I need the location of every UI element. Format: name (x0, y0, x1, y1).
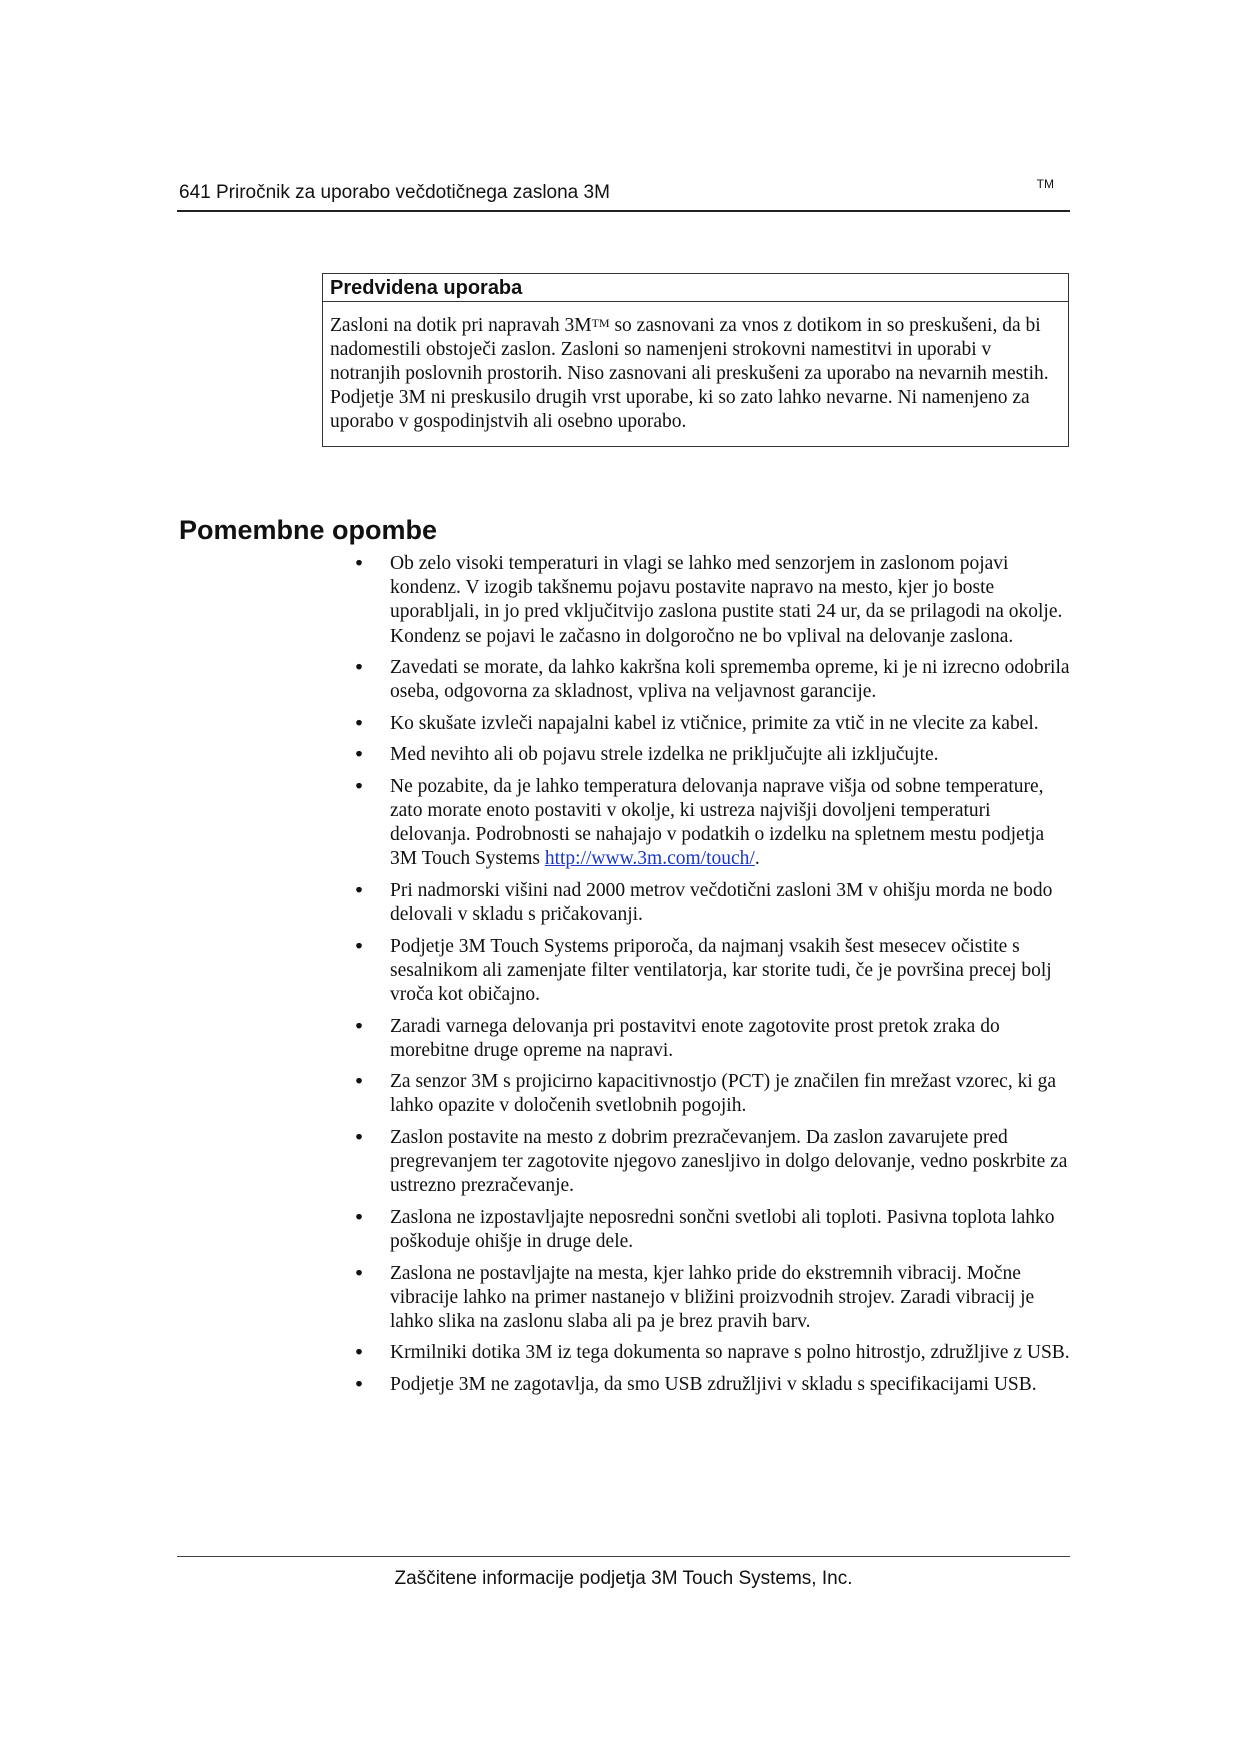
list-item-text: Za senzor 3M s projicirno kapacitivnostjo (PCT) je značilen fin mrežast vzorec, ki ga lahko opazite v določenih svetlobnih pogojih. (390, 1071, 1057, 1117)
list-item (352, 935, 1072, 1008)
list-item-text: Krmilniki dotika 3M iz tega dokumenta so naprave s polno hitrostjo, združljive z USB. (390, 1342, 1070, 1364)
bullet-icon: • (353, 1125, 365, 1149)
bullet-icon: • (353, 1070, 365, 1094)
list-item-text: Podjetje 3M ne zagotavlja, da smo USB združljivi v skladu s specifikacijami USB. (390, 1373, 1037, 1395)
intended-use-tm: TM (591, 316, 610, 330)
bullet-icon: • (353, 774, 365, 798)
list-item-text: Zavedati se morate, da lahko kakršna koli sprememba opreme, ki je ni izrecno odobrila oseba, odgovorna za skladnost, vpliva na veljavnost garancije. (390, 657, 1070, 703)
bullet-icon: • (353, 656, 365, 680)
list-item-text: Ob zelo visoki temperaturi in vlagi se lahko med senzorjem in zaslonom pojavi kondenz. V izogib takšnemu pojavu postavite napravo na mesto, kjer jo boste uporabljali, in jo pred vključitvijo zaslona pustite stati 24 ur, da se prilagodi na okolje. Kondenz se pojavi le začasno in dolgoročno ne bo vplival na delovanje zaslona. (390, 553, 1063, 647)
intended-use-title: Predvidena uporaba (323, 274, 1068, 302)
page-header-title: 641 Priročnik za uporabo večdotičnega zaslona 3M (179, 182, 610, 203)
list-item-text: Ko skušate izvleči napajalni kabel iz vtičnice, primite za vtič in ne vlecite za kabel. (390, 712, 1039, 734)
page-header (177, 177, 1070, 212)
list-item-text: Zaradi varnega delovanja pri postavitvi enote zagotovite prost pretok zraka do morebitne druge opreme na napravi. (390, 1015, 1000, 1061)
page-footer (177, 1556, 1070, 1590)
list-item-text: Ne pozabite, da je lahko temperatura delovanja naprave višja od sobne temperature, zato morate enoto postaviti v okolje, ki ustreza najvišji dovoljeni temperaturi delovanja. Podrobnosti se nahajajo v podatkih o izdelku na spletnem mestu podjetja 3M Touch Systems (390, 775, 1045, 870)
bullet-icon: • (353, 934, 365, 958)
list-item (352, 743, 1072, 767)
intended-use-box (322, 273, 1069, 447)
list-item (352, 1015, 1072, 1063)
list-item (352, 656, 1072, 704)
bullet-icon: • (353, 711, 365, 735)
list-item (352, 1206, 1072, 1254)
list-item (352, 712, 1072, 736)
list-item (352, 1373, 1072, 1397)
list-item (352, 775, 1072, 872)
bullet-icon: • (353, 1341, 365, 1365)
list-item-text-end: . (754, 848, 760, 870)
bullet-icon: • (353, 1014, 365, 1038)
page-footer-text: Zaščitene informacije podjetja 3M Touch Systems, Inc. (394, 1568, 853, 1589)
bullet-icon: • (353, 1205, 365, 1229)
touch-systems-link[interactable]: http://www.3m.com/touch/ (544, 848, 755, 870)
bullet-icon: • (353, 1261, 365, 1285)
section-heading: Pomembne opombe (179, 515, 438, 545)
list-item (352, 1341, 1072, 1365)
bullet-icon: • (353, 552, 365, 575)
bullet-icon: • (353, 743, 365, 767)
list-item-text: Pri nadmorski višini nad 2000 metrov večdotični zasloni 3M v ohišju morda ne bodo delovali v skladu s pričakovanji. (390, 879, 1053, 926)
intended-use-text (323, 302, 1068, 434)
list-item-text: Zaslona ne postavljajte na mesta, kjer lahko pride do ekstremnih vibracij. Močne vibracije lahko na primer nastanejo v bližini proizvodnih strojev. Zaradi vibracij je lahko slika na zaslonu slaba ali pa je brez pravih barv. (390, 1262, 1035, 1332)
notes-list (352, 552, 1072, 1404)
list-item-text: Podjetje 3M Touch Systems priporoča, da najmanj vsakih šest mesecev očistite s sesalnikom ali zamenjate filter ventilatorja, kar storite tudi, če je površina precej bolj vroča kot običajno. (390, 935, 1052, 1006)
list-item (352, 879, 1072, 927)
list-item (352, 1070, 1072, 1118)
bullet-icon: • (353, 1372, 365, 1396)
intended-use-text-start: Zasloni na dotik pri napravah 3M (330, 315, 592, 336)
trademark-mark: TM (1036, 177, 1054, 191)
list-item-text: Zaslona ne izpostavljajte neposredni sončni svetlobi ali toploti. Pasivna toplota lahko poškoduje ohišje in druge dele. (390, 1206, 1055, 1253)
list-item (352, 1262, 1072, 1335)
bullet-icon: • (353, 878, 365, 902)
list-item (352, 1126, 1072, 1199)
intended-use-text-end: so zasnovani za vnos z dotikom in so preskušeni, da bi nadomestili obstoječi zaslon. Zasloni so namenjeni strokovni namestitvi in uporabi v notranjih poslovnih prostorih. Niso zasnovani ali preskušeni za uporabo na nevarnih mestih. Podjetje 3M ni preskusilo drugih vrst uporabe, ki so zato lahko nevarne. Ni namenjeno za uporabo v gospodinjstvih ali osebno uporabo. (330, 315, 1049, 432)
list-item-text: Zaslon postavite na mesto z dobrim prezračevanjem. Da zaslon zavarujete pred pregrevanjem ter zagotovite njegovo zanesljivo in dolgo delovanje, vedno poskrbite za ustrezno prezračevanje. (390, 1126, 1068, 1197)
list-item (352, 552, 1072, 649)
list-item-text: Med nevihto ali ob pojavu strele izdelka ne priključujte ali izključujte. (390, 744, 939, 766)
